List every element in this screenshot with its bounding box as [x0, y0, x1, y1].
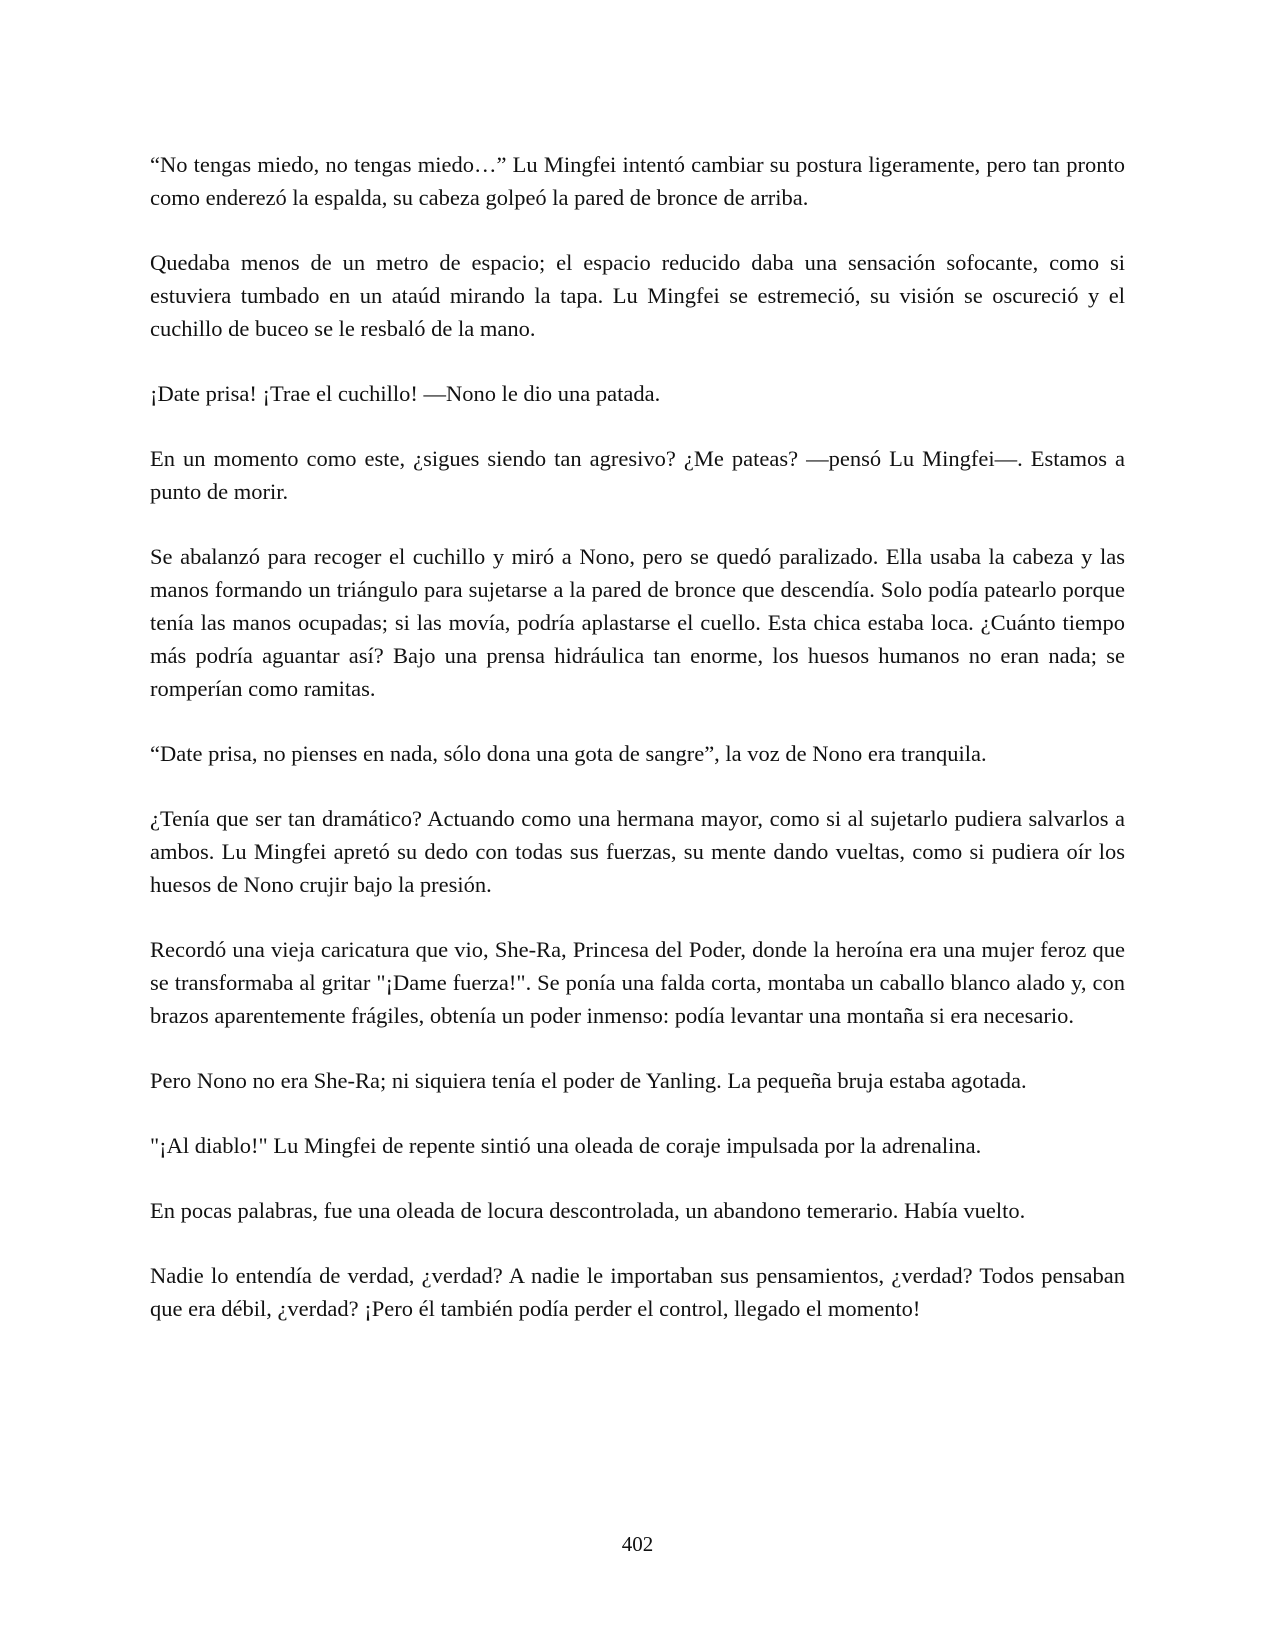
paragraph-11: En pocas palabras, fue una oleada de locura descontrolada, un abandono temerario. Había vuelto.	[150, 1198, 1026, 1223]
paragraph-1: “No tengas miedo, no tengas miedo…” Lu Mingfei intentó cambiar su postura ligeramente, pero tan pronto como enderezó la espalda, su cabeza golpeó la pared de bronce de arriba.	[150, 152, 1125, 210]
paragraph-2: Quedaba menos de un metro de espacio; el espacio reducido daba una sensación sofocante, como si estuviera tumbado en un ataúd mirando la tapa. Lu Mingfei se estremeció, su visión se oscureció y el cuchillo de buceo se le resbaló de la mano.	[150, 250, 1125, 341]
paragraph-5: Se abalanzó para recoger el cuchillo y miró a Nono, pero se quedó paralizado. Ella usaba la cabeza y las manos formando un triángulo para sujetarse a la pared de bronce que descendía. Solo podía patearlo porque tenía las manos ocupadas; si las movía, podría aplastarse el cuello. Esta chica estaba loca. ¿Cuánto tiempo más podría aguantar así? Bajo una prensa hidráulica tan enorme, los huesos humanos no eran nada; se romperían como ramitas.	[150, 544, 1125, 701]
body-text	[150, 148, 1125, 1357]
paragraph-12: Nadie lo entendía de verdad, ¿verdad? A nadie le importaban sus pensamientos, ¿verdad? Todos pensaban que era débil, ¿verdad? ¡Pero él también podía perder el control, llegado el momento!	[150, 1263, 1125, 1321]
paragraph-9: Pero Nono no era She-Ra; ni siquiera tenía el poder de Yanling. La pequeña bruja estaba agotada.	[150, 1068, 1027, 1093]
paragraph-7: ¿Tenía que ser tan dramático? Actuando como una hermana mayor, como si al sujetarlo pudiera salvarlos a ambos. Lu Mingfei apretó su dedo con todas sus fuerzas, su mente dando vueltas, como si pudiera oír los huesos de Nono crujir bajo la presión.	[150, 806, 1125, 897]
paragraph-8: Recordó una vieja caricatura que vio, She-Ra, Princesa del Poder, donde la heroína era una mujer feroz que se transformaba al gritar "¡Dame fuerza!". Se ponía una falda corta, montaba un caballo blanco alado y, con brazos aparentemente frágiles, obtenía un poder inmenso: podía levantar una montaña si era necesario.	[150, 937, 1125, 1028]
paragraph-3: ¡Date prisa! ¡Trae el cuchillo! —Nono le dio una patada.	[150, 381, 661, 406]
paragraph-6: “Date prisa, no pienses en nada, sólo dona una gota de sangre”, la voz de Nono era tranquila.	[150, 741, 987, 766]
paragraph-10: "¡Al diablo!" Lu Mingfei de repente sintió una oleada de coraje impulsada por la adrenalina.	[150, 1133, 982, 1158]
paragraph-4: En un momento como este, ¿sigues siendo tan agresivo? ¿Me pateas? —pensó Lu Mingfei—. Estamos a punto de morir.	[150, 446, 1125, 504]
page-number: 402	[621, 1532, 654, 1556]
